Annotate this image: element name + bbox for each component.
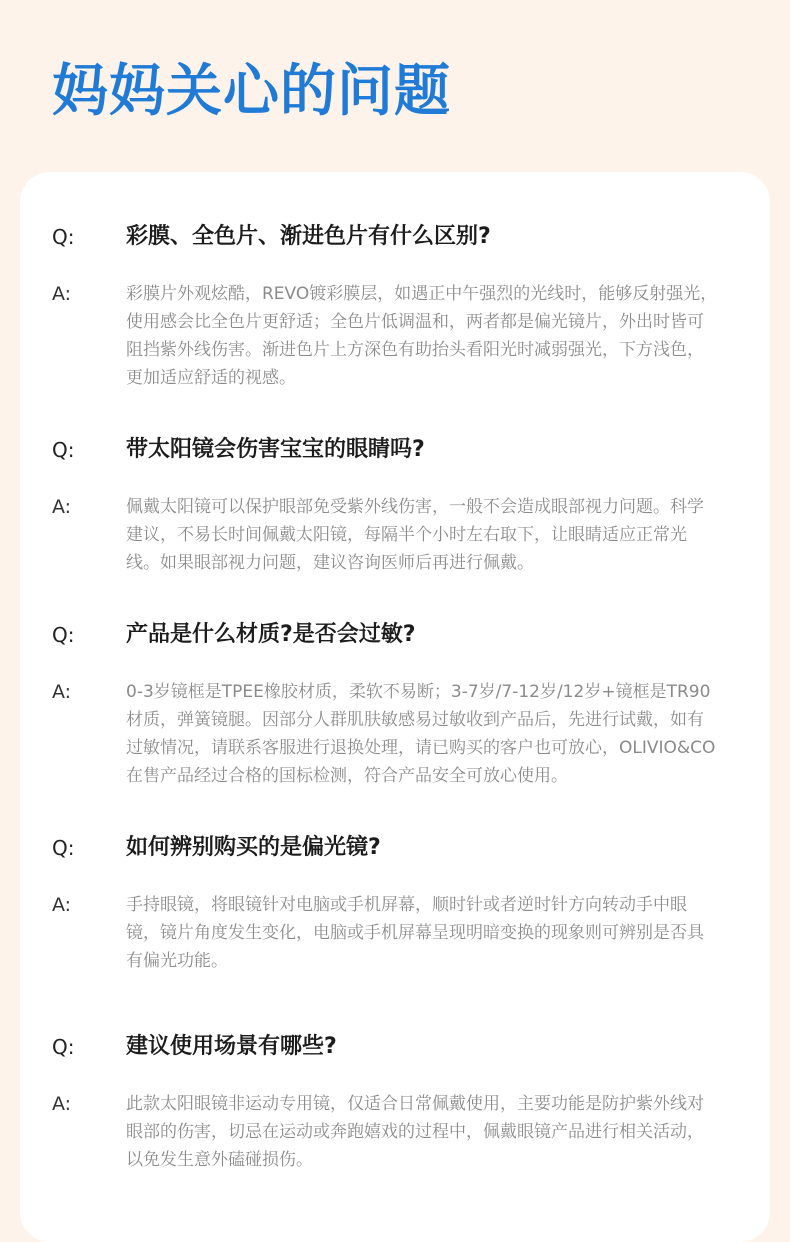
answer-label: A: xyxy=(52,681,72,703)
page-title: 妈妈关心的问题 xyxy=(52,59,451,124)
answer-text: 此款太阳眼镜非运动专用镜，仅适合日常佩戴使用，主要功能是防护紫外线对眼部的伤害，切忌在运动或奔跑嬉戏的过程中，佩戴眼镜产品进行相关活动，以免发生意外磕碰损伤。 xyxy=(126,1094,704,1170)
question-text: 建议使用场景有哪些? xyxy=(126,1034,337,1059)
question-text: 产品是什么材质?是否会过敏? xyxy=(126,622,416,647)
question-text: 如何辨别购买的是偏光镜? xyxy=(126,835,381,860)
question-text: 带太阳镜会伤害宝宝的眼睛吗? xyxy=(126,437,425,462)
answer-text: 0-3岁镜框是TPEE橡胶材质，柔软不易断；3-7岁/7-12岁/12岁+镜框是TR90材质，弹簧镜腿。因部分人群肌肤敏感易过敏收到产品后，先进行试戴，如有过敏情况，请联系客服进行退换处理，请已购买的客户也可放心，OLIVIO&CO在售产品经过合格的国标检测，符合产品安全可放心使用。 xyxy=(126,682,716,786)
question-label: Q: xyxy=(52,1035,75,1059)
faq-card xyxy=(20,172,770,1242)
answer-label: A: xyxy=(52,894,72,916)
answer-text: 手持眼镜，将眼镜针对电脑或手机屏幕，顺时针或者逆时针方向转动手中眼镜，镜片角度发生变化，电脑或手机屏幕呈现明暗变换的现象则可辨别是否具有偏光功能。 xyxy=(126,895,704,971)
answer-text: 佩戴太阳镜可以保护眼部免受紫外线伤害，一般不会造成眼部视力问题。科学建议，不易长时间佩戴太阳镜，每隔半个小时左右取下，让眼睛适应正常光线。如果眼部视力问题，建议咨询医师后再进行佩戴。 xyxy=(126,497,704,573)
question-label: Q: xyxy=(52,225,75,249)
answer-label: A: xyxy=(52,1093,72,1115)
question-label: Q: xyxy=(52,623,75,647)
answer-text: 彩膜片外观炫酷，REVO镀彩膜层，如遇正中午强烈的光线时，能够反射强光，使用感会比全色片更舒适；全色片低调温和，两者都是偏光镜片，外出时皆可阻挡紫外线伤害。渐进色片上方深色有助抬头看阳光时减弱强光，下方浅色，更加适应舒适的视感。 xyxy=(126,284,718,388)
answer-label: A: xyxy=(52,283,72,305)
question-label: Q: xyxy=(52,438,75,462)
answer-label: A: xyxy=(52,496,72,518)
question-label: Q: xyxy=(52,836,75,860)
question-text: 彩膜、全色片、渐进色片有什么区别? xyxy=(126,224,491,249)
